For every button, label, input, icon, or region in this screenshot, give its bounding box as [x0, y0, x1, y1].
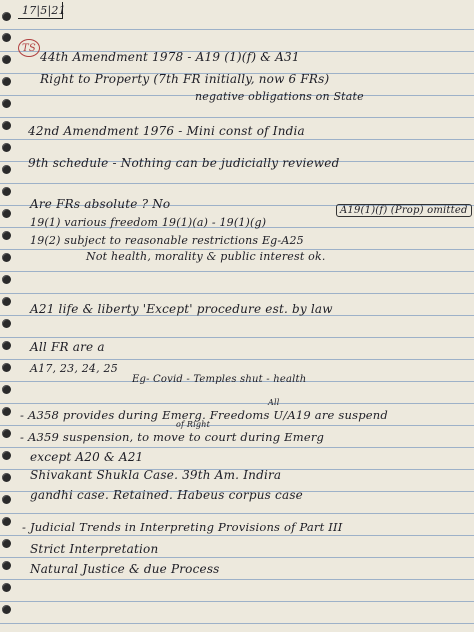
spiral-hole	[2, 385, 11, 394]
note-line-3: negative obligations on State	[195, 90, 364, 103]
note-line-11: All FR are a	[30, 340, 105, 354]
note-line-8: 19(2) subject to reasonable restrictions Eg-A25	[30, 234, 304, 247]
spiral-hole	[2, 319, 11, 328]
spiral-hole	[2, 55, 11, 64]
note-line-7: 19(1) various freedom 19(1)(a) - 19(1)(g)	[30, 216, 267, 229]
note-line-1: 44th Amendment 1978 - A19 (1)(f) & A31	[40, 50, 300, 64]
spiral-hole	[2, 275, 11, 284]
spiral-hole	[2, 231, 11, 240]
spiral-hole	[2, 187, 11, 196]
spiral-hole	[2, 209, 11, 218]
note-line-14: - A359 suspension, to move to court during Emerg	[20, 430, 325, 444]
note-line-12b: Eg- Covid - Temples shut - health	[132, 374, 307, 385]
spiral-hole	[2, 143, 11, 152]
note-line-19: Strict Interpretation	[30, 542, 159, 556]
note-line-13: - A358 provides during Emerg. Freedoms U/A19 are suspend	[20, 408, 388, 422]
date: 17|5|21	[22, 4, 66, 17]
spiral-hole	[2, 473, 11, 482]
spiral-hole	[2, 253, 11, 262]
note-line-4: 42nd Amendment 1976 - Mini const of India	[28, 124, 305, 138]
omitted-note-box: A19(1)(f) (Prop) omitted	[336, 204, 472, 217]
spiral-hole	[2, 539, 11, 548]
spiral-hole	[2, 165, 11, 174]
spiral-hole	[2, 363, 11, 372]
spiral-hole	[2, 77, 11, 86]
note-line-17: gandhi case. Retained. Habeus corpus case	[30, 488, 303, 502]
note-line-15: except A20 & A21	[30, 450, 144, 464]
spiral-hole	[2, 121, 11, 130]
note-line-2: Right to Property (7th FR initially, now 6 FRs)	[40, 72, 330, 86]
note-line-14a: of Right	[176, 420, 210, 429]
spiral-holes	[0, 0, 16, 632]
spiral-hole	[2, 341, 11, 350]
spiral-hole	[2, 407, 11, 416]
spiral-hole	[2, 12, 11, 21]
note-line-9: Not health, morality & public interest ok.	[86, 250, 326, 263]
spiral-hole	[2, 583, 11, 592]
spiral-hole	[2, 297, 11, 306]
note-line-18: - Judicial Trends in Interpreting Provisions of Part III	[22, 520, 343, 534]
note-line-6: Are FRs absolute ? No	[30, 197, 171, 211]
note-line-5: 9th schedule - Nothing can be judicially reviewed	[28, 156, 340, 170]
spiral-hole	[2, 429, 11, 438]
note-line-10: A21 life & liberty 'Except' procedure est. by law	[30, 302, 333, 316]
spiral-hole	[2, 495, 11, 504]
spiral-hole	[2, 33, 11, 42]
spiral-hole	[2, 99, 11, 108]
spiral-hole	[2, 561, 11, 570]
spiral-hole	[2, 605, 11, 614]
margin-mark: TS	[22, 43, 36, 54]
note-line-16: Shivakant Shukla Case. 39th Am. Indira	[30, 468, 282, 482]
note-line-20: Natural Justice & due Process	[30, 562, 220, 576]
note-line-12: A17, 23, 24, 25	[30, 362, 118, 375]
spiral-hole	[2, 517, 11, 526]
note-line-13a: All	[268, 398, 280, 407]
spiral-hole	[2, 451, 11, 460]
